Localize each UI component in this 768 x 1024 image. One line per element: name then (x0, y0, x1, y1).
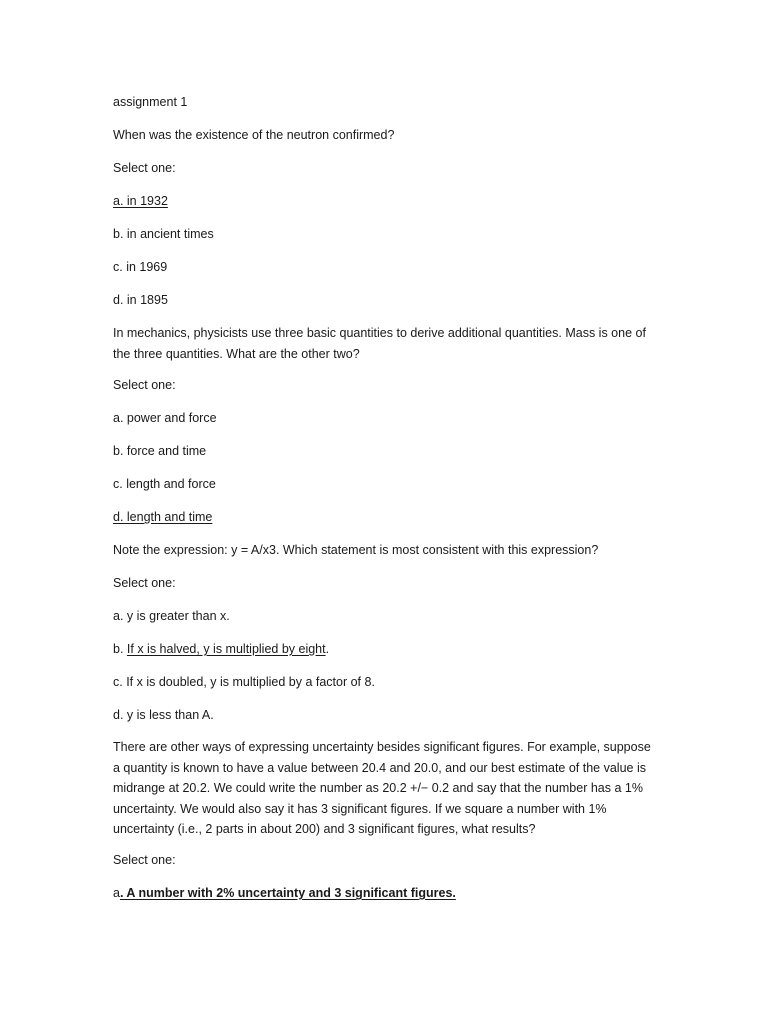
question-2-prompt: In mechanics, physicists use three basic quantities to derive additional quantities. Mass is one of the three quantities. What are the other two? (113, 326, 646, 361)
question-3-option-b-answer: If x is halved, y is multiplied by eight (126, 642, 326, 656)
question-1-option-c: c. in 1969 (113, 260, 168, 274)
question-1-prompt: When was the existence of the neutron confirmed? (113, 128, 395, 142)
question-3-option-d: d. y is less than A. (113, 708, 214, 722)
question-2-option-c: c. length and force (113, 477, 216, 491)
question-2-option-a: a. power and force (113, 411, 217, 425)
question-4-select-label: Select one: (113, 853, 176, 867)
question-4-prompt: There are other ways of expressing uncertainty besides significant figures. For example, suppose a quantity is known to have a value between 20.4 and 20.0, and our best estimate of the value is midrange at 20.2. We could write the number as 20.2 +/− 0.2 and say that the number has a 1% uncertainty. We would also say it has 3 significant figures. If we square a number with 1% uncertainty (i.e., 2 parts in about 200) and 3 significant figures, what results? (113, 740, 651, 836)
question-2-option-b: b. force and time (113, 444, 207, 458)
question-3-option-b-suffix: . (325, 642, 330, 656)
question-3-option-b (113, 641, 329, 657)
document-title: assignment 1 (113, 95, 188, 109)
question-3-option-c: c. If x is doubled, y is multiplied by a factor of 8. (113, 675, 375, 689)
question-4-option-a (113, 885, 456, 901)
question-3-option-a: a. y is greater than x. (113, 609, 230, 623)
question-1-option-b: b. in ancient times (113, 227, 214, 241)
question-3-select-label: Select one: (113, 576, 176, 590)
question-3-option-b-prefix: b. (113, 642, 127, 656)
question-4-option-a-answer: . A number with 2% uncertainty and 3 significant figures. (119, 886, 456, 900)
question-1-option-a: a. in 1932 (113, 194, 168, 208)
question-3-prompt: Note the expression: y = A/x3. Which statement is most consistent with this expression? (113, 543, 599, 557)
question-1-option-d: d. in 1895 (113, 293, 168, 307)
question-4-option-a-prefix: a (113, 886, 120, 900)
question-2-option-d: d. length and time (113, 510, 213, 524)
question-1-select-label: Select one: (113, 161, 176, 175)
question-2-select-label: Select one: (113, 378, 176, 392)
